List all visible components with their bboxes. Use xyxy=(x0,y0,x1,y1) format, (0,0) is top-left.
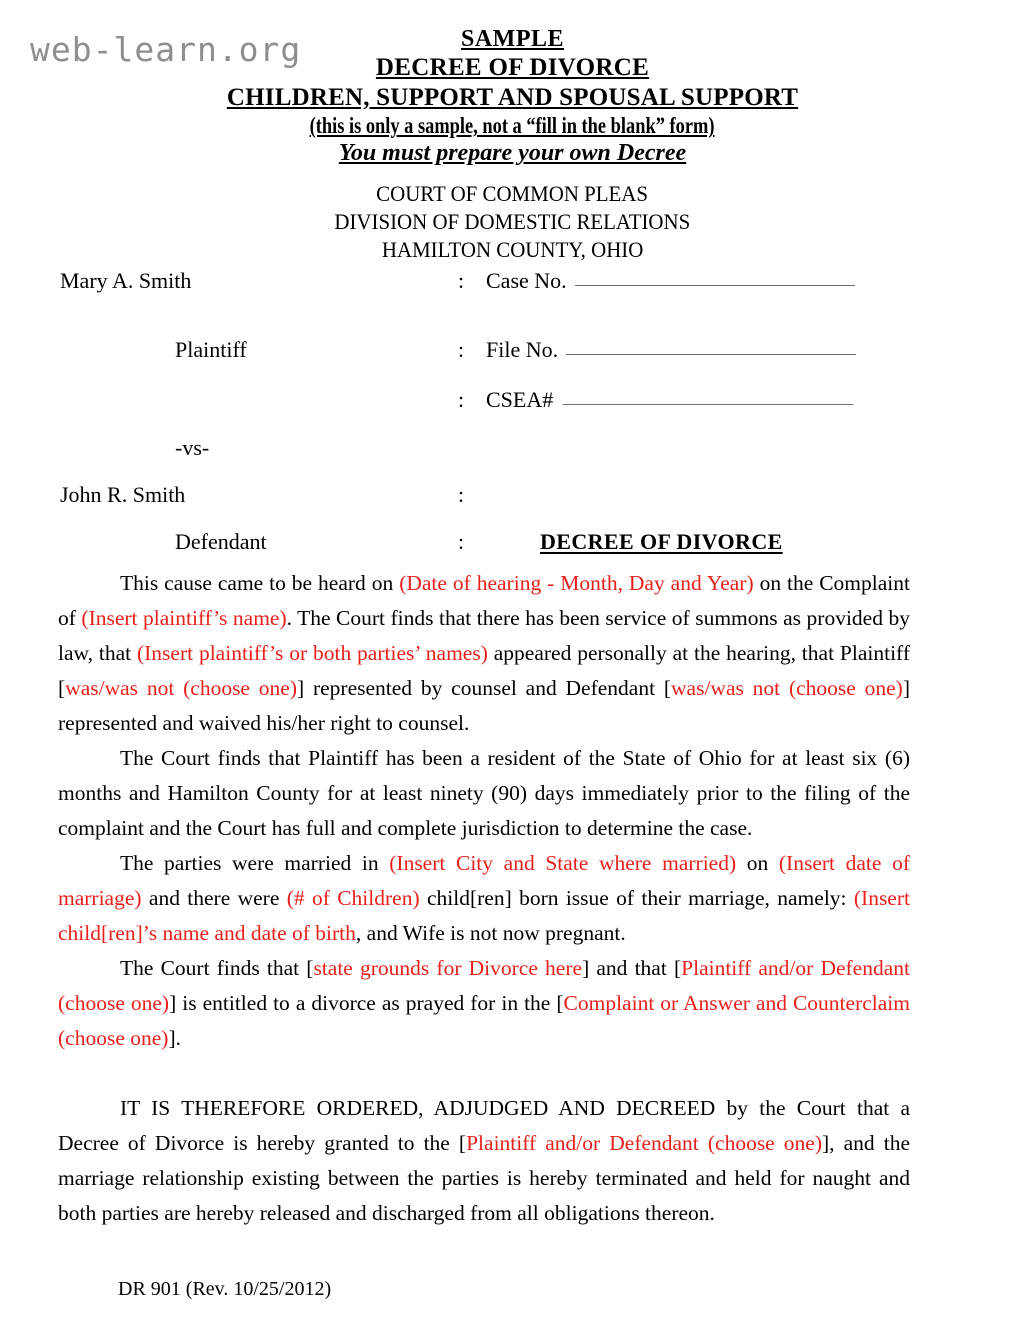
case-no-label: Case No. xyxy=(486,268,567,293)
caption-row-defendant-label xyxy=(0,529,1025,569)
form-number-footer: DR 901 (Rev. 10/25/2012) xyxy=(118,1278,332,1300)
case-caption xyxy=(0,268,1025,569)
placeholder-plaintiff-counsel: was/was not (choose one) xyxy=(65,676,297,700)
case-no-field xyxy=(486,268,855,294)
title-children-text: CHILDREN, SUPPORT AND SPOUSAL SUPPORT xyxy=(226,83,799,111)
csea-label: CSEA# xyxy=(486,387,554,412)
paragraph-marriage-children: The parties were married in (Insert City and State where married) on (Insert date of marriage) and there were (# of Children) child[ren] born issue of their marriage, namely: (Insert child[ren]’s name and date of birth, and Wife is not now pregnant. xyxy=(58,851,910,945)
case-no-input[interactable] xyxy=(575,285,855,286)
document-body xyxy=(58,566,910,1231)
title-prepare-own-decree xyxy=(0,139,1025,167)
title-children-support xyxy=(0,83,1025,113)
caption-row-csea xyxy=(0,387,1025,435)
placeholder-city-state-married: (Insert City and State where married) xyxy=(389,851,737,875)
title-sample-note-text: (this is only a sample, not a “fill in the blank” form) xyxy=(310,113,715,139)
site-watermark: web-learn.org xyxy=(30,30,302,69)
placeholder-date-of-hearing: (Date of hearing - Month, Day and Year) xyxy=(399,571,754,595)
plaintiff-label: Plaintiff xyxy=(175,337,247,362)
title-sample xyxy=(0,25,1025,53)
caption-colon: : xyxy=(458,387,465,412)
court-division: DIVISION OF DOMESTIC RELATIONS xyxy=(334,209,691,235)
paragraph-grounds: The Court finds that [state grounds for Divorce here] and that [Plaintiff and/or Defendant (choose one)] is entitled to a divorce as prayed for in the [Complaint or Answer and Counterclaim (choose one)]. xyxy=(58,956,910,1050)
title-sample-text: SAMPLE xyxy=(460,26,564,52)
placeholder-grounds-for-divorce: state grounds for Divorce here xyxy=(313,956,583,980)
title-decree-of-divorce xyxy=(0,53,1025,83)
document-title-block xyxy=(0,25,1025,168)
file-no-field xyxy=(486,337,856,363)
csea-field xyxy=(486,387,853,413)
placeholder-granted-party: Plaintiff and/or Defendant (choose one) xyxy=(466,1131,823,1155)
plaintiff-name: Mary A. Smith xyxy=(60,268,192,293)
placeholder-entitled-party: Plaintiff and/or Defendant (choose one) xyxy=(58,956,910,1015)
defendant-name: John R. Smith xyxy=(60,482,186,507)
csea-input[interactable] xyxy=(563,404,853,405)
versus-label: -vs- xyxy=(175,435,210,460)
court-header xyxy=(0,180,1025,264)
placeholder-plaintiff-name: (Insert plaintiff’s name) xyxy=(81,606,287,630)
caption-colon: : xyxy=(458,337,465,362)
title-sample-note xyxy=(0,112,1025,139)
caption-row-plaintiff-name xyxy=(0,268,1025,337)
placeholder-parties-names: (Insert plaintiff’s or both parties’ names) xyxy=(136,641,488,665)
placeholder-children-names-dob: (Insert child[ren]’s name and date of birth xyxy=(58,886,910,945)
paragraph-residency: The Court finds that Plaintiff has been a resident of the State of Ohio for at least six (6) months and Hamilton County for at least ninety (90) days immediately prior to the filing of the complaint and the Court has full and complete jurisdiction to determine the case. xyxy=(58,746,910,840)
title-prepare-text: You must prepare your own Decree xyxy=(338,140,687,167)
caption-colon: : xyxy=(458,268,465,293)
caption-row-plaintiff-label xyxy=(0,337,1025,387)
file-no-label: File No. xyxy=(486,337,559,362)
defendant-label: Defendant xyxy=(175,529,267,554)
court-name: COURT OF COMMON PLEAS xyxy=(376,181,649,206)
placeholder-defendant-counsel: was/was not (choose one) xyxy=(671,676,903,700)
caption-row-defendant-name xyxy=(0,482,1025,529)
placeholder-pleading-type: Complaint or Answer and Counterclaim (choose one) xyxy=(58,991,910,1050)
court-county: HAMILTON COUNTY, OHIO xyxy=(381,237,644,263)
file-no-input[interactable] xyxy=(566,354,856,355)
paragraph-hearing: This cause came to be heard on (Date of hearing - Month, Day and Year) on the Complaint of (Insert plaintiff’s name). The Court finds that there has been service of summons as provided by law, that (Insert plaintiff’s or both parties’ names) appeared personally at the hearing, that Plaintiff [was/was not (choose one)] represented by counsel and Defendant [was/was not (choose one)] represented and waived his/her right to counsel. xyxy=(58,571,911,735)
title-decree-text: DECREE OF DIVORCE xyxy=(375,54,650,82)
caption-colon: : xyxy=(458,482,465,507)
placeholder-number-of-children: (# of Children) xyxy=(286,886,420,910)
caption-row-versus xyxy=(0,435,1025,482)
paragraph-ordered-adjudged-decreed: IT IS THEREFORE ORDERED, ADJUDGED AND DECREED by the Court that a Decree of Divorce is hereby granted to the [Plaintiff and/or Defendant (choose one)], and the marriage relationship existing between the parties is hereby terminated and held for naught and both parties are hereby released and discharged from all obligations thereon. xyxy=(58,1096,911,1225)
placeholder-date-of-marriage: (Insert date of marriage) xyxy=(58,851,910,910)
document-type-heading: DECREE OF DIVORCE xyxy=(540,529,783,554)
caption-colon: : xyxy=(458,529,465,554)
